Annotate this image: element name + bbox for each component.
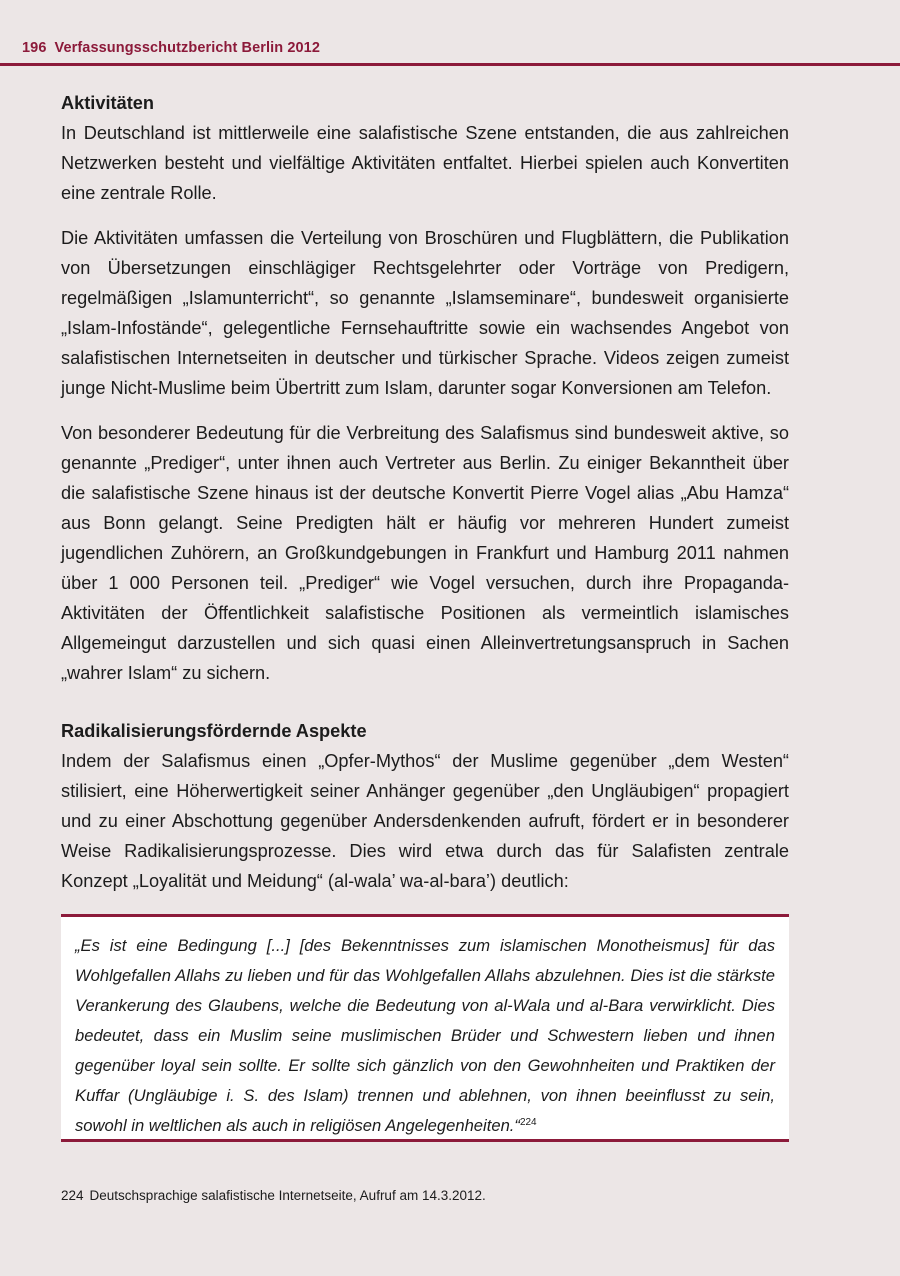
quote-text [61,917,789,1141]
quote-box [61,914,789,1142]
paragraph: In Deutschland ist mittlerweile eine salafistische Szene entstanden, die aus zahlreichen Netzwerken besteht und vielfältige Aktivitäten entfaltet. Hierbei spielen auch Konvertiten eine zentrale Rolle. [61,123,789,203]
paragraph: Indem der Salafismus einen „Opfer-Mythos“ der Muslime gegenüber „dem Westen“ stilisiert, eine Höherwertigkeit seiner Anhänger gegenüber „den Ungläubigen“ propagiert und zu einer Abschottung gegenüber Andersdenkenden aufruft, fördert er in besonderer Weise Radikalisierungsprozesse. Dies wird etwa durch das für Salafisten zentrale Konzept „Loyalität und Meidung“ (al-wala’ wa-al-bara’) deutlich: [61,751,789,891]
document-title: Verfassungsschutzbericht Berlin 2012 [54,40,321,56]
paragraph: Von besonderer Bedeutung für die Verbreitung des Salafismus sind bundesweit aktive, so genannte „Prediger“, unter ihnen auch Vertreter aus Berlin. Zu einiger Bekanntheit über die salafistische Szene hinaus ist der deutsche Konvertit Pierre Vogel alias „Abu Hamza“ aus Bonn gelangt. Seine Predigten hält er häufig vor mehreren Hundert zumeist jugendlichen Zuhörern, an Großkundgebungen in Frankfurt und Hamburg 2011 nahmen über 1 000 Personen teil. „Prediger“ wie Vogel versuchen, durch ihre Propaganda-Aktivitäten der Öffentlichkeit salafistische Positionen als vermeintlich islamisches Allgemeingut darzustellen und sich quasi einen Alleinvertretungsanspruch in Sachen „wahrer Islam“ zu sichern. [61,423,789,683]
main-content [61,88,789,911]
footnote-number: 224 [61,1188,84,1203]
paragraph: Die Aktivitäten umfassen die Verteilung von Broschüren und Flugblättern, die Publikation von Übersetzungen einschlägiger Rechtsgelehrter oder Vorträge von Predigern, regelmäßigen „Islamunterricht“, so genannte „Islamseminare“, bundesweit organisierte „Islam-Infostände“, gelegentliche Fernsehauftritte sowie ein wachsendes Angebot von salafistischen Internetseiten in deutscher und türkischer Sprache. Videos zeigen zumeist junge Nicht-Muslime beim Übertritt zum Islam, darunter sogar Konversionen am Telefon. [61,228,789,398]
header-divider [0,63,900,66]
footnote-text: Deutschsprachige salafistische Internetseite, Aufruf am 14.3.2012. [89,1188,486,1203]
running-header [22,40,320,56]
section-heading-aktivitaeten: Aktivitäten [61,93,154,113]
section-heading-radikalisierung: Radikalisierungsfördernde Aspekte [61,721,367,741]
footnote [61,1188,486,1203]
footnote-reference: 224 [519,1117,537,1128]
quote-body: „Es ist eine Bedingung [...] [des Bekenntnisses zum islamischen Monotheismus] für das Wohlgefallen Allahs zu lieben und für das Wohlgefallen Allahs abzulehnen. Dies ist die stärkste Verankerung des Glaubens, welche die Bedeutung von al-Wala und al-Bara verwirklicht. Dies bedeutet, dass ein Muslim seine muslimischen Brüder und Schwestern lieben und ihnen gegenüber loyal sein sollte. Er sollte sich gänzlich von den Gewohnheiten und Praktiken der Kuffar (Ungläubige i. S. des Islam) trennen und ablehnen, von ihnen beeinflusst zu sein, sowohl in weltlichen als auch in religiösen Angelegenheiten.“ [75,936,775,1135]
page-number: 196 [22,40,47,56]
